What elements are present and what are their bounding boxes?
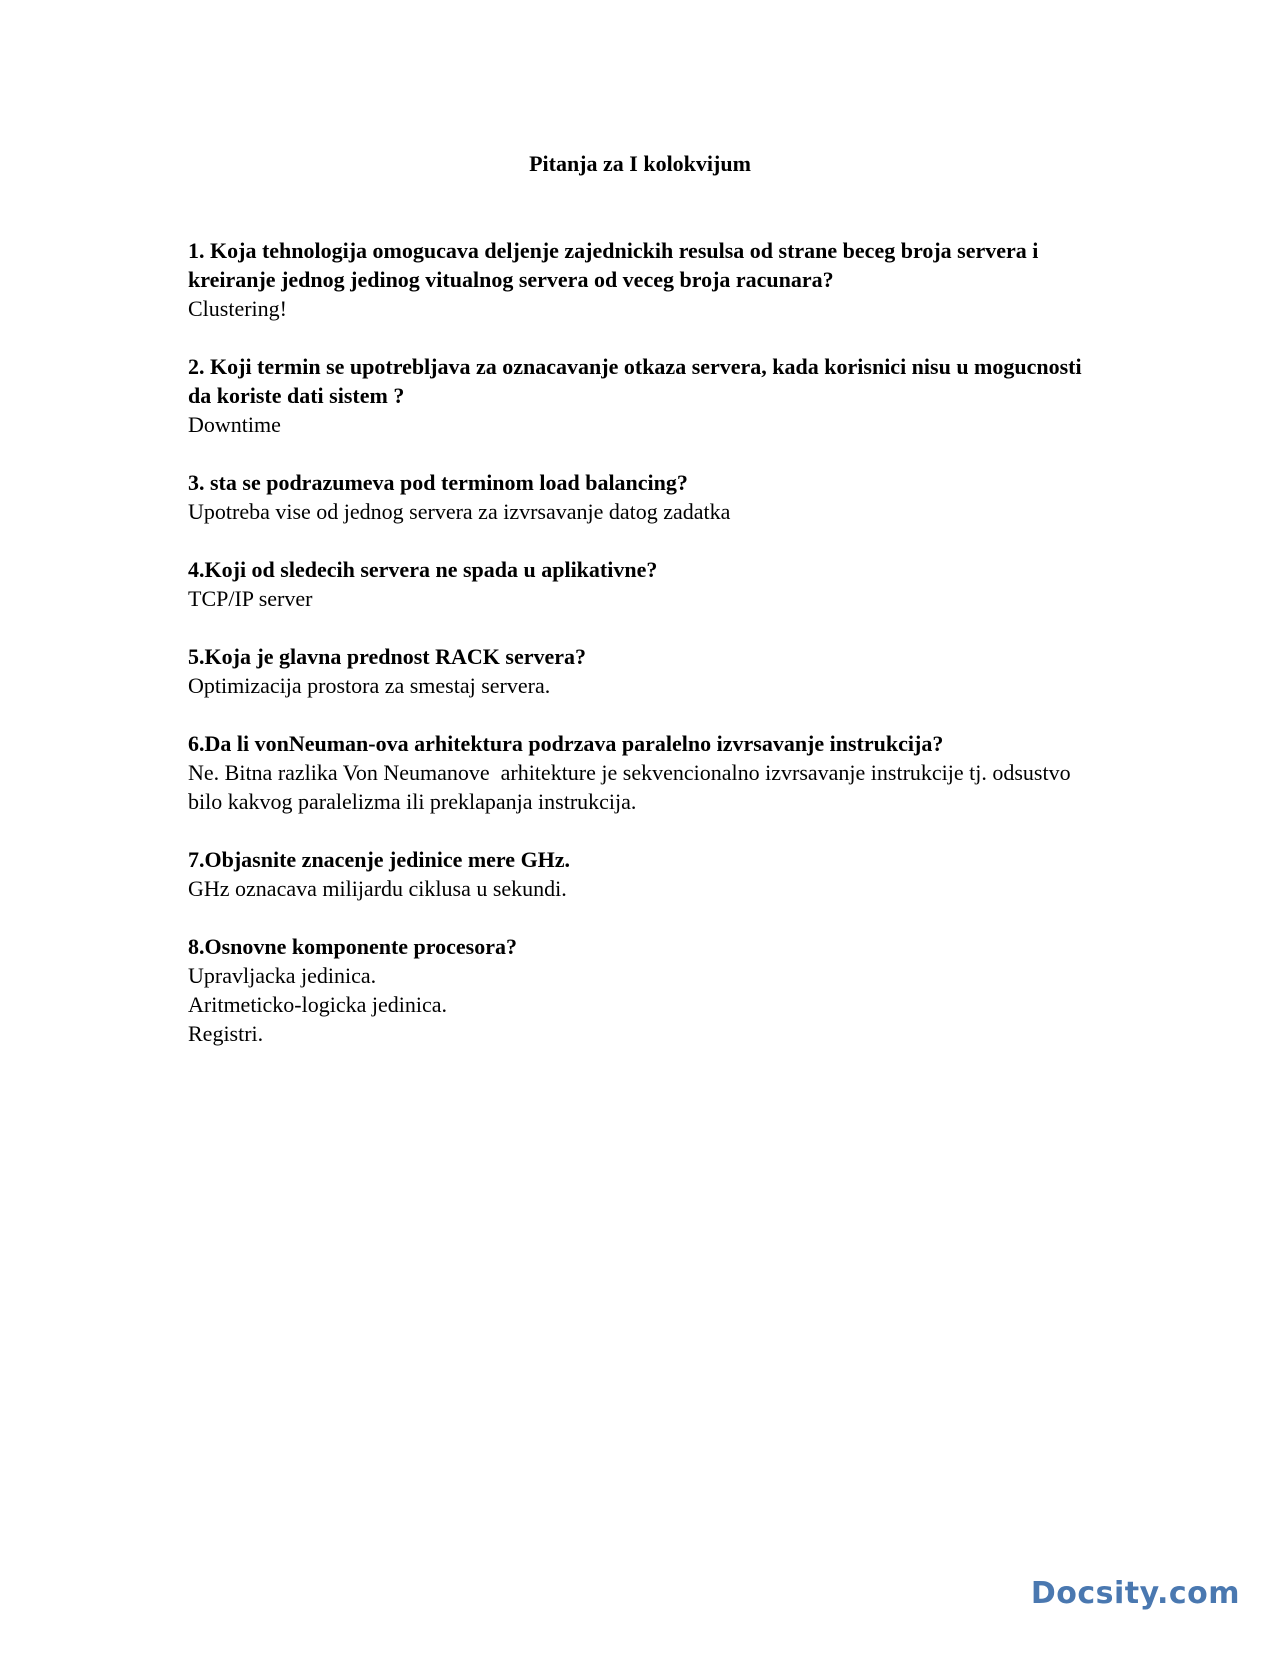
qa-item-5 (188, 642, 1108, 700)
answer-4: TCP/IP server (188, 586, 313, 611)
question-2: 2. Koji termin se upotrebljava za oznacavanje otkaza servera, kada korisnici nisu u mogucnosti da koriste dati sistem ? (188, 354, 1082, 408)
answer-5: Optimizacija prostora za smestaj servera. (188, 673, 551, 698)
qa-item-1 (188, 236, 1108, 323)
qa-item-8 (188, 932, 1108, 1048)
qa-item-3 (188, 468, 1108, 526)
question-list (188, 236, 1108, 1077)
qa-item-2 (188, 352, 1108, 439)
question-3: 3. sta se podrazumeva pod terminom load balancing? (188, 470, 688, 495)
question-6: 6.Da li vonNeuman-ova arhitektura podrzava paralelno izvrsavanje instrukcija? (188, 731, 944, 756)
docsity-watermark: Docsity.com (1030, 1576, 1240, 1611)
answer-8-line-3: Registri. (188, 1021, 264, 1046)
question-4: 4.Koji od sledecih servera ne spada u aplikativne? (188, 557, 658, 582)
answer-1: Clustering! (188, 296, 287, 321)
qa-item-6 (188, 729, 1108, 816)
question-8: 8.Osnovne komponente procesora? (188, 934, 517, 959)
answer-2: Downtime (188, 412, 281, 437)
answer-8-line-1: Upravljacka jedinica. (188, 963, 377, 988)
qa-item-4 (188, 555, 1108, 613)
answer-7: GHz oznacava milijardu ciklusa u sekundi. (188, 876, 567, 901)
document-title: Pitanja za I kolokvijum (529, 151, 751, 176)
question-1: 1. Koja tehnologija omogucava deljenje zajednickih resulsa od strane beceg broja servera i kreiranje jednog jedinog vitualnog servera od veceg broja racunara? (188, 238, 1039, 292)
answer-8-line-2: Aritmeticko-logicka jedinica. (188, 992, 448, 1017)
answer-3: Upotreba vise od jednog servera za izvrsavanje datog zadatka (188, 499, 731, 524)
question-7: 7.Objasnite znacenje jedinice mere GHz. (188, 847, 571, 872)
question-5: 5.Koja je glavna prednost RACK servera? (188, 644, 586, 669)
qa-item-7 (188, 845, 1108, 903)
answer-6: Ne. Bitna razlika Von Neumanove arhitekture je sekvencionalno izvrsavanje instrukcije tj. odsustvo bilo kakvog paralelizma ili preklapanja instrukcija. (188, 760, 1077, 814)
